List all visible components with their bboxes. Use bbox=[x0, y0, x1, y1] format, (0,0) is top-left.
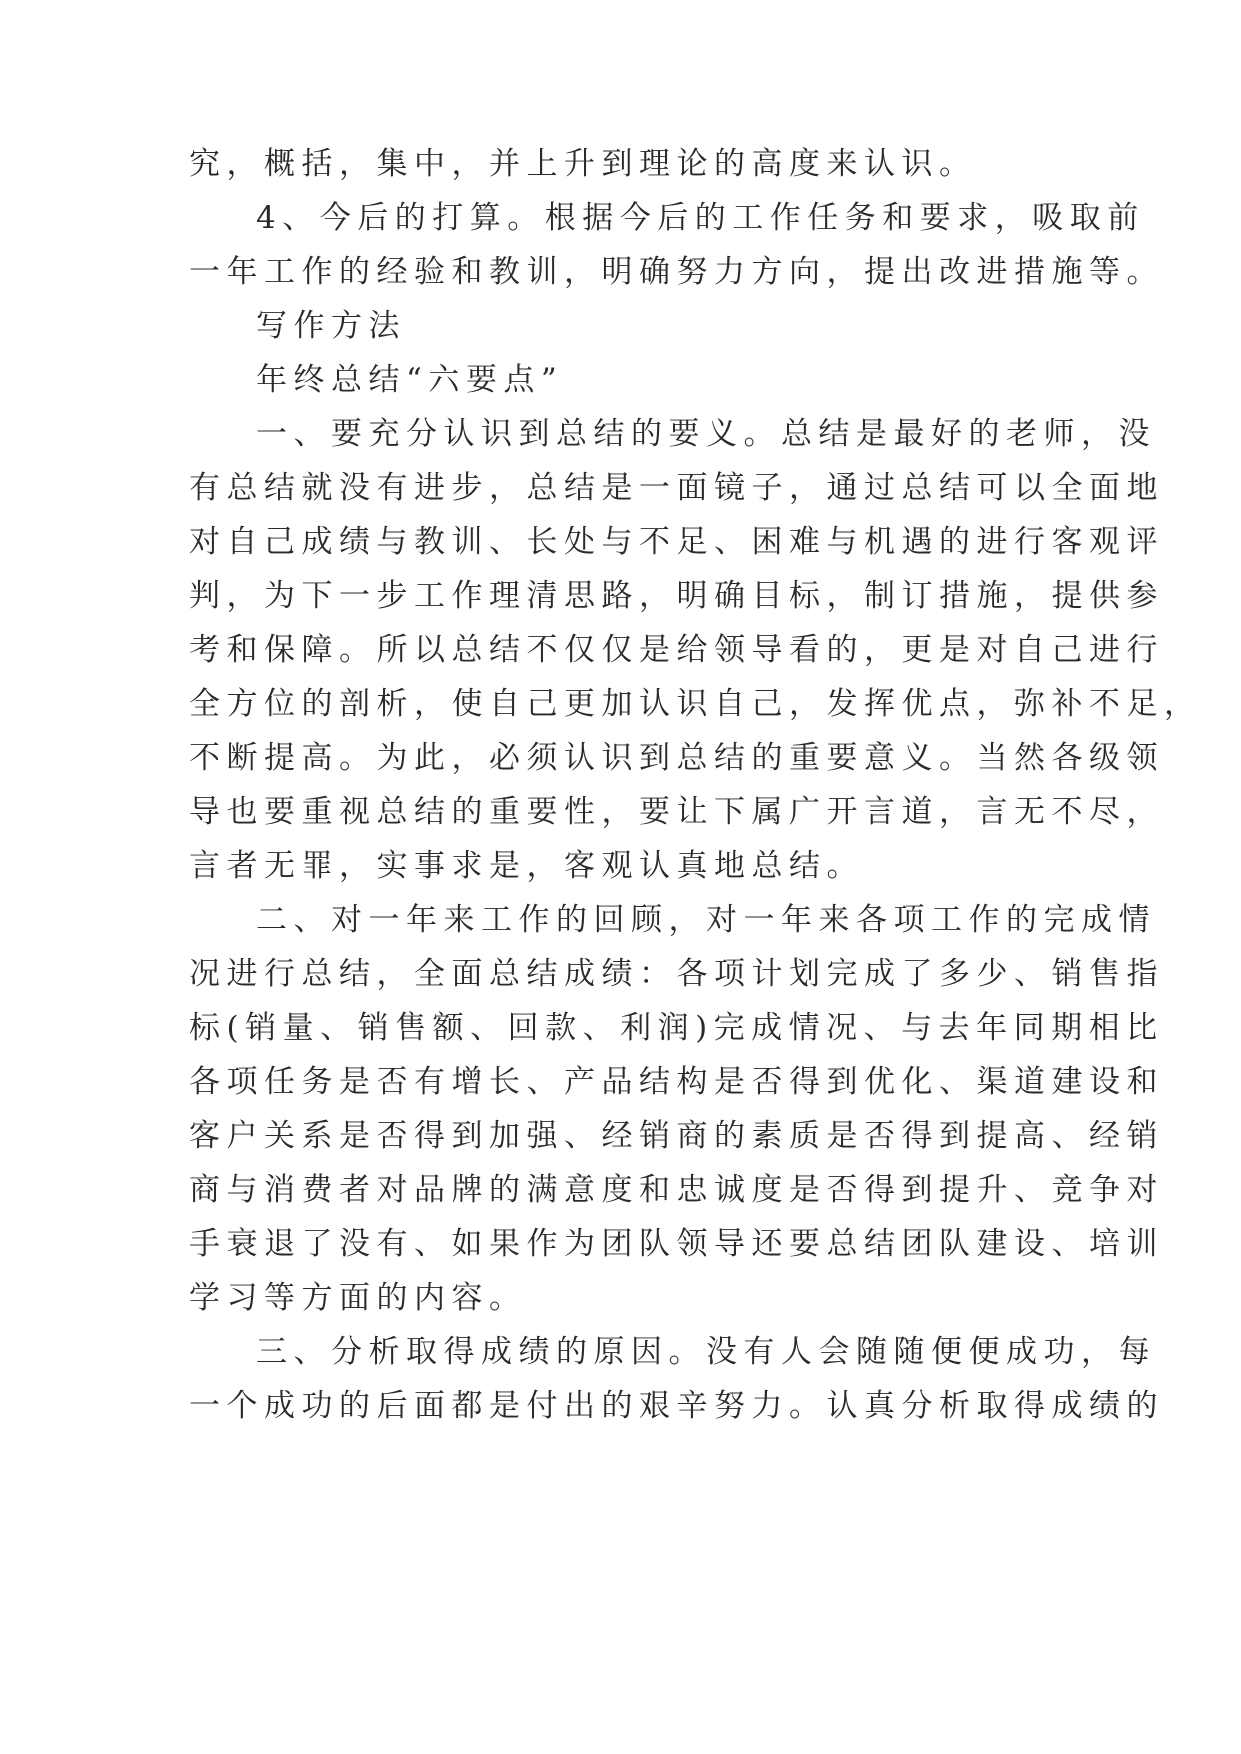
text-line: 商与消费者对品牌的满意度和忠诚度是否得到提升、竞争对 bbox=[189, 1172, 1164, 1208]
text-line: 全方位的剖析，使自己更加认识自己，发挥优点，弥补不足， bbox=[189, 686, 1202, 722]
text-line: 究，概括，集中，并上升到理论的高度来认识。 bbox=[189, 146, 977, 182]
text-line: 言者无罪，实事求是，客观认真地总结。 bbox=[189, 848, 864, 884]
text-line: 三、分析取得成绩的原因。没有人会随随便便成功，每 bbox=[256, 1334, 1156, 1370]
section-heading: 写作方法 bbox=[256, 308, 406, 344]
text-line: 有总结就没有进步，总结是一面镜子，通过总结可以全面地 bbox=[189, 470, 1164, 506]
text-line: 一年工作的经验和教训，明确努力方向，提出改进措施等。 bbox=[189, 254, 1164, 290]
text-line: 不断提高。为此，必须认识到总结的重要意义。当然各级领 bbox=[189, 740, 1164, 776]
text-line: 考和保障。所以总结不仅仅是给领导看的，更是对自己进行 bbox=[189, 632, 1164, 668]
text-line: 一个成功的后面都是付出的艰辛努力。认真分析取得成绩的 bbox=[189, 1388, 1164, 1424]
text-line: 况进行总结，全面总结成绩：各项计划完成了多少、销售指 bbox=[189, 956, 1164, 992]
text-line: 导也要重视总结的重要性，要让下属广开言道，言无不尽， bbox=[189, 794, 1164, 830]
text-line: 学习等方面的内容。 bbox=[189, 1280, 527, 1316]
text-line: 标(销量、销售额、回款、利润)完成情况、与去年同期相比 bbox=[189, 1010, 1164, 1046]
text-line: 各项任务是否有增长、产品结构是否得到优化、渠道建设和 bbox=[189, 1064, 1164, 1100]
text-line: 判，为下一步工作理清思路，明确目标，制订措施，提供参 bbox=[189, 578, 1164, 614]
text-line: 二、对一年来工作的回顾，对一年来各项工作的完成情 bbox=[256, 902, 1156, 938]
text-line: 一、要充分认识到总结的要义。总结是最好的老师，没 bbox=[256, 416, 1156, 452]
text-line: 手衰退了没有、如果作为团队领导还要总结团队建设、培训 bbox=[189, 1226, 1164, 1262]
text-line: 4、今后的打算。根据今后的工作任务和要求，吸取前 bbox=[256, 200, 1145, 236]
text-line: 对自己成绩与教训、长处与不足、困难与机遇的进行客观评 bbox=[189, 524, 1164, 560]
section-heading: 年终总结“六要点” bbox=[256, 362, 564, 398]
text-line: 客户关系是否得到加强、经销商的素质是否得到提高、经销 bbox=[189, 1118, 1164, 1154]
